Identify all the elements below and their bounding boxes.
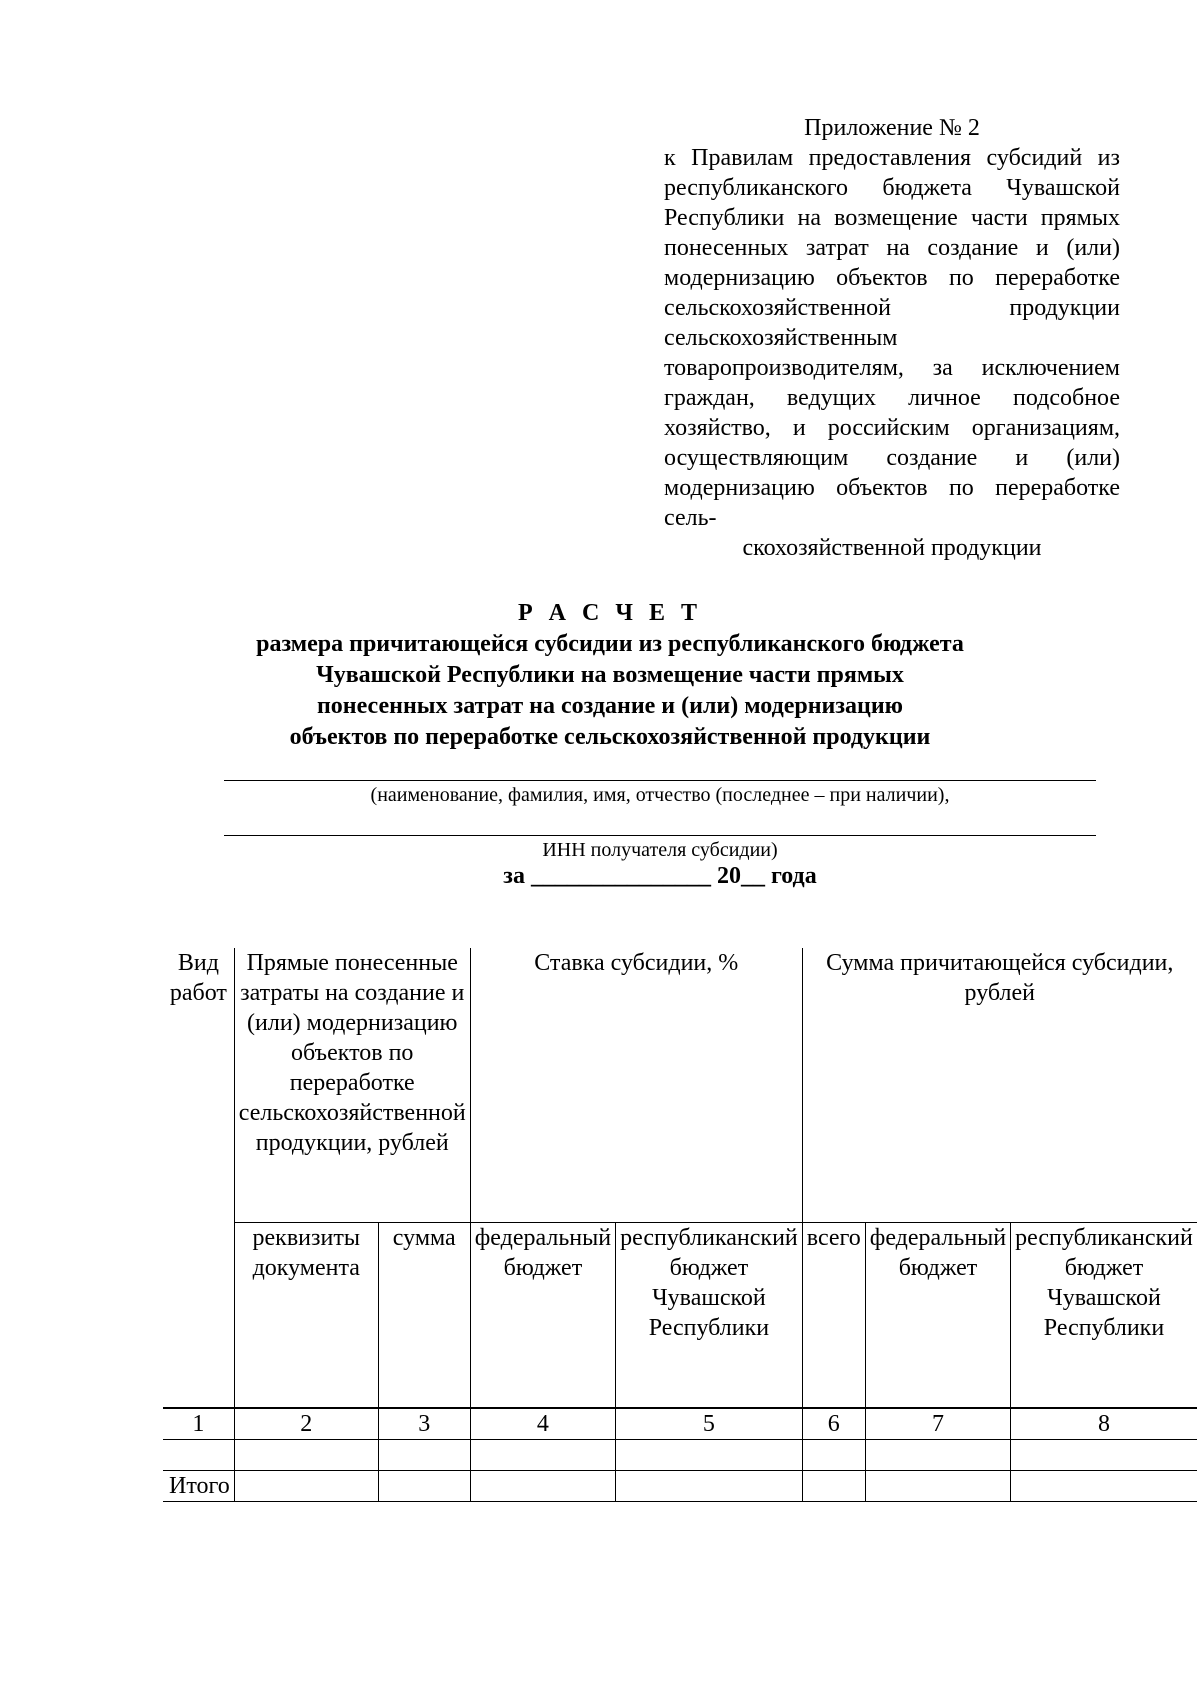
table-cell[interactable] [234, 1471, 378, 1502]
recipient-name-line [224, 780, 1096, 781]
subheader-document-details: реквизиты документа [234, 1223, 378, 1409]
subheader-republic-rate: республиканский бюджет Чувашской Республики [616, 1223, 803, 1409]
table-cell[interactable] [802, 1440, 865, 1471]
column-number: 4 [470, 1408, 615, 1440]
recipient-inn-line [224, 835, 1096, 836]
subheader-total: всего [802, 1223, 865, 1409]
title-line-3: понесенных затрат на создание и (или) модернизацию [316, 693, 904, 719]
table-cell[interactable] [1011, 1471, 1197, 1502]
column-number: 1 [163, 1408, 234, 1440]
appendix-text-last-line: скохозяйственной продукции [742, 535, 1042, 561]
table-cell[interactable] [234, 1440, 378, 1471]
table-cell[interactable] [378, 1440, 470, 1471]
column-numbers-row [163, 1408, 1197, 1440]
title-line-1: размера причитающейся субсидии из республиканского бюджета [256, 631, 964, 657]
subheader-republic-sum: республиканский бюджет Чувашской Республики [1011, 1223, 1197, 1409]
total-row [163, 1471, 1197, 1502]
title-main: Р А С Ч Е Т [518, 600, 702, 626]
appendix-text: к Правилам предоставления субсидий из республиканского бюджета Чувашской Республики на возмещение части прямых понесенных затрат на создание и (или) модернизацию объектов по переработке сельскохозяйственной продукции сельскохозяйственным товаропроизводителям, за исключением граждан, ведущих личное подсобное хозяйство, и российским организациям, осуществляющим создание и (или) модернизацию объектов по переработке сель- [664, 145, 1120, 531]
table-cell[interactable] [616, 1440, 803, 1471]
appendix-header [664, 113, 1120, 563]
table-cell[interactable] [616, 1471, 803, 1502]
recipient-name-caption: (наименование, фамилия, имя, отчество (последнее – при наличии), [370, 784, 950, 806]
table-cell[interactable] [802, 1471, 865, 1502]
column-number: 5 [616, 1408, 803, 1440]
table-row [163, 1440, 1197, 1471]
header-direct-costs: Прямые понесенные затраты на создание и (или) модернизацию объектов по переработке сельскохозяйственной продукции, рублей [234, 948, 470, 1223]
report-period: за _______________ 20__ года [503, 863, 817, 889]
table-header-row-1 [163, 948, 1197, 1223]
table-cell[interactable] [470, 1471, 615, 1502]
table-cell[interactable] [378, 1471, 470, 1502]
recipient-inn-caption: ИНН получателя субсидии) [542, 839, 778, 861]
calculation-table [163, 948, 1197, 1502]
column-number: 7 [865, 1408, 1010, 1440]
subheader-federal-sum: федеральный бюджет [865, 1223, 1010, 1409]
table-cell[interactable] [470, 1440, 615, 1471]
header-subsidy-rate: Ставка субсидии, % [470, 948, 802, 1223]
column-number: 2 [234, 1408, 378, 1440]
table-cell[interactable] [163, 1440, 234, 1471]
header-subsidy-sum: Сумма причитающейся субсидии, рублей [802, 948, 1197, 1223]
title-line-2: Чувашской Республики на возмещение части прямых [316, 662, 904, 688]
table-header-row-2 [163, 1223, 1197, 1409]
total-label: Итого [163, 1471, 234, 1502]
subheader-amount: сумма [378, 1223, 470, 1409]
column-number: 8 [1011, 1408, 1197, 1440]
table-cell[interactable] [865, 1440, 1010, 1471]
document-title [180, 598, 1040, 753]
appendix-number: Приложение № 2 [804, 115, 980, 141]
column-number: 3 [378, 1408, 470, 1440]
subheader-federal-rate: федеральный бюджет [470, 1223, 615, 1409]
table-cell[interactable] [1011, 1440, 1197, 1471]
title-line-4: объектов по переработке сельскохозяйственной продукции [289, 724, 931, 750]
column-number: 6 [802, 1408, 865, 1440]
header-work-type: Вид работ [163, 948, 234, 1408]
table-cell[interactable] [865, 1471, 1010, 1502]
